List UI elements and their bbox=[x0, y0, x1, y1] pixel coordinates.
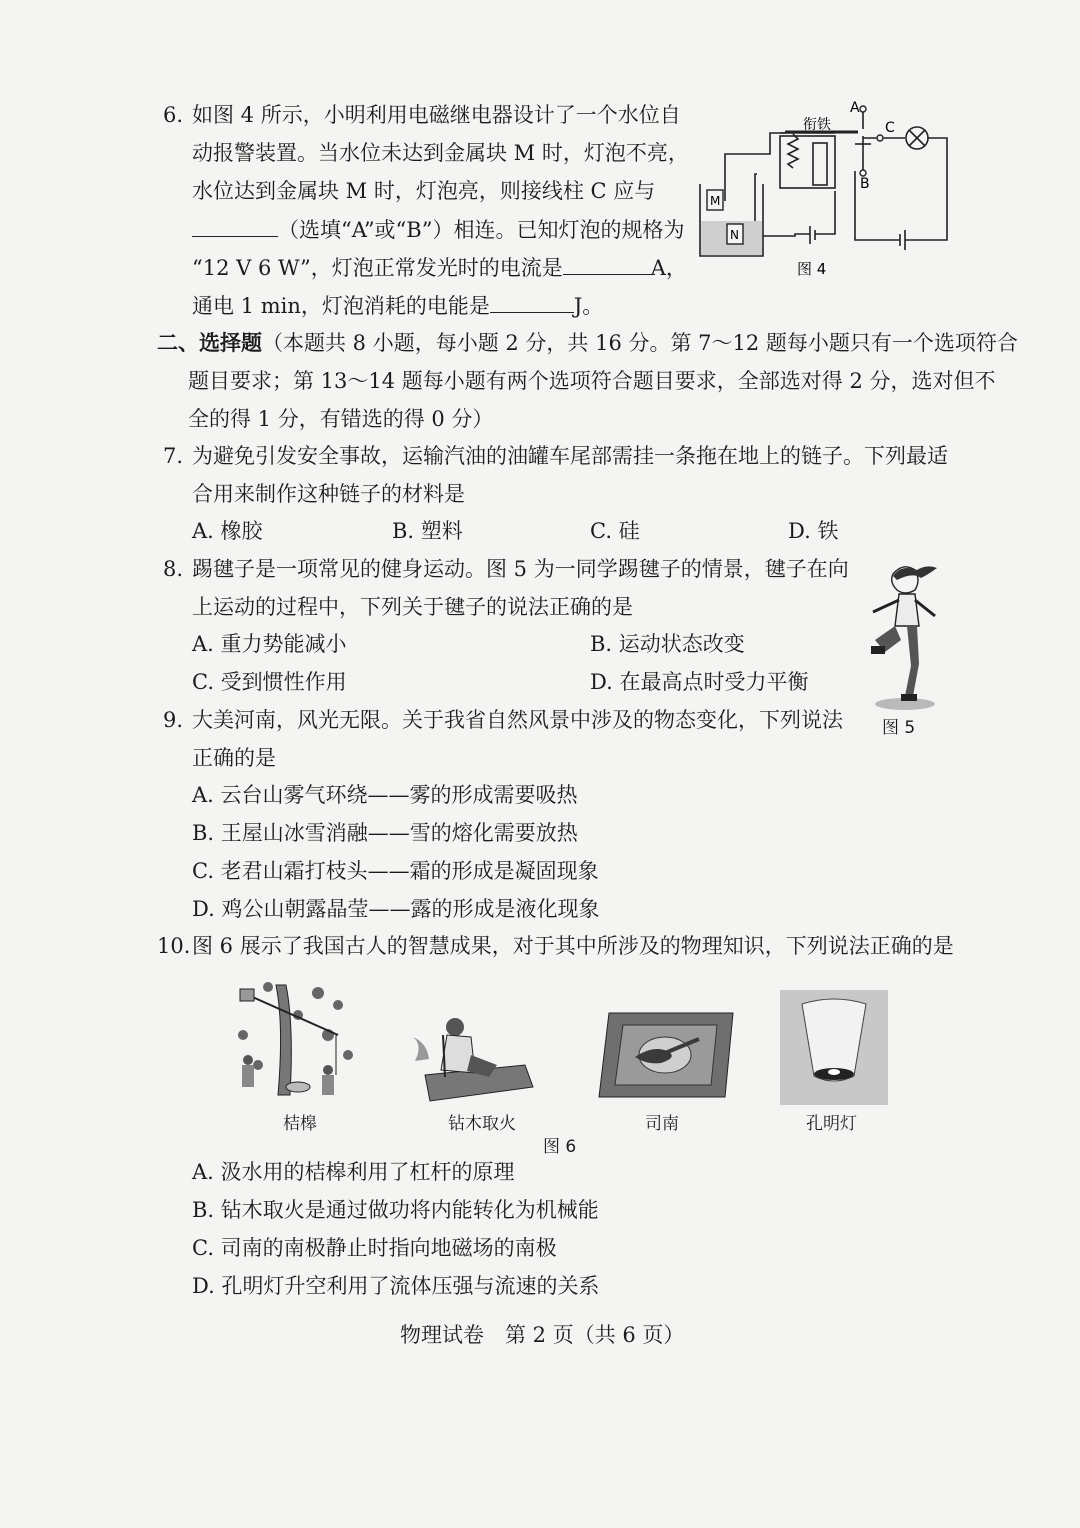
figure-6-label-well-sweep: 桔槔 bbox=[283, 1114, 317, 1134]
figure-6-label-fire-drill: 钻木取火 bbox=[448, 1114, 516, 1134]
q7-option-d[interactable]: D. 铁 bbox=[788, 519, 839, 543]
figure-6-caption: 图 6 bbox=[543, 1137, 577, 1157]
answer-blank[interactable] bbox=[490, 290, 574, 313]
label-c: C bbox=[885, 120, 895, 136]
figure-4-circuit bbox=[695, 96, 955, 286]
label-armature: 衔铁 bbox=[803, 117, 831, 133]
section-2-instructions-3: 全的得 1 分，有错选的得 0 分） bbox=[188, 407, 494, 431]
answer-blank[interactable] bbox=[192, 214, 278, 237]
q7-option-c[interactable]: C. 硅 bbox=[590, 519, 640, 543]
q7-number: 7. bbox=[163, 444, 184, 468]
q6-line-6-unit: J。 bbox=[573, 294, 604, 318]
q8-option-a[interactable]: A. 重力势能减小 bbox=[192, 632, 347, 656]
label-a: A bbox=[850, 100, 860, 116]
q9-option-a[interactable]: A. 云台山雾气环绕——雾的形成需要吸热 bbox=[192, 783, 578, 807]
q9-option-c[interactable]: C. 老君山霜打枝头——霜的形成是凝固现象 bbox=[192, 859, 599, 883]
q6-line-1: 如图 4 所示，小明利用电磁继电器设计了一个水位自 bbox=[192, 103, 681, 127]
q8-number: 8. bbox=[163, 557, 184, 581]
figure-6-label-sky-lantern: 孔明灯 bbox=[806, 1114, 857, 1134]
q9-line-2: 正确的是 bbox=[192, 746, 276, 770]
q8-line-2: 上运动的过程中，下列关于毽子的说法正确的是 bbox=[192, 595, 633, 619]
q9-option-d[interactable]: D. 鸡公山朝露晶莹——露的形成是液化现象 bbox=[192, 897, 600, 921]
kicking-girl-image bbox=[855, 556, 945, 716]
q6-line-5-text: “12 V 6 W”，灯泡正常发光时的电流是 bbox=[192, 256, 563, 280]
q10-option-b[interactable]: B. 钻木取火是通过做功将内能转化为机械能 bbox=[192, 1198, 599, 1222]
q8-option-d[interactable]: D. 在最高点时受力平衡 bbox=[590, 670, 809, 694]
label-b: B bbox=[860, 176, 870, 192]
q9-option-b[interactable]: B. 王屋山冰雪消融——雪的熔化需要放热 bbox=[192, 821, 578, 845]
q6-line-4 bbox=[192, 214, 684, 245]
answer-blank[interactable] bbox=[563, 252, 651, 275]
q10-option-d[interactable]: D. 孔明灯升空利用了流体压强与流速的关系 bbox=[192, 1274, 600, 1298]
q8-option-c[interactable]: C. 受到惯性作用 bbox=[192, 670, 347, 694]
q8-line-1: 踢毽子是一项常见的健身运动。图 5 为一同学踢毽子的情景，毽子在向 bbox=[192, 557, 849, 581]
q6-line-6 bbox=[192, 290, 603, 321]
q8-option-b[interactable]: B. 运动状态改变 bbox=[590, 632, 745, 656]
figure-6-well-sweep-image bbox=[228, 975, 363, 1105]
figure-5-illustration bbox=[855, 556, 945, 716]
q10-option-c[interactable]: C. 司南的南极静止时指向地磁场的南极 bbox=[192, 1236, 557, 1260]
figure-6-label-compass: 司南 bbox=[645, 1114, 679, 1134]
section-2-title: 二、选择题 bbox=[157, 330, 262, 355]
figure-6-sky-lantern-image bbox=[780, 990, 888, 1105]
q7-option-b[interactable]: B. 塑料 bbox=[392, 519, 463, 543]
figure-6-compass-image bbox=[595, 1005, 740, 1105]
figure-6-fire-drill-image bbox=[405, 1015, 535, 1107]
figure-4-caption: 图 4 bbox=[797, 260, 827, 278]
section-2-header bbox=[157, 328, 1018, 358]
q10-line-1: 图 6 展示了我国古人的智慧成果，对于其中所涉及的物理知识，下列说法正确的是 bbox=[192, 934, 954, 958]
q6-line-4-text: （选填“A”或“B”）相连。已知灯泡的规格为 bbox=[278, 218, 685, 242]
relay-circuit-diagram bbox=[695, 96, 955, 286]
q6-line-2: 动报警装置。当水位未达到金属块 M 时，灯泡不亮， bbox=[192, 141, 689, 165]
label-n: N bbox=[730, 228, 739, 242]
q10-option-a[interactable]: A. 汲水用的桔槔利用了杠杆的原理 bbox=[192, 1160, 515, 1184]
q10-number: 10. bbox=[157, 934, 191, 958]
q6-number: 6. bbox=[163, 103, 184, 127]
q6-line-5-unit: A， bbox=[650, 256, 687, 280]
label-m: M bbox=[710, 194, 721, 208]
q6-line-5 bbox=[192, 252, 687, 283]
section-2-instructions-2: 题目要求；第 13～14 题每小题有两个选项符合题目要求，全部选对得 2 分，选对但不 bbox=[188, 369, 996, 393]
q7-option-a[interactable]: A. 橡胶 bbox=[192, 519, 263, 543]
figure-5-caption: 图 5 bbox=[882, 718, 916, 738]
q6-line-3: 水位达到金属块 M 时，灯泡亮，则接线柱 C 应与 bbox=[192, 179, 656, 203]
q7-line-1: 为避免引发安全事故，运输汽油的油罐车尾部需挂一条拖在地上的链子。下列最适 bbox=[192, 444, 948, 468]
q6-line-6-text: 通电 1 min，灯泡消耗的电能是 bbox=[192, 294, 490, 318]
page-footer: 物理试卷 第 2 页（共 6 页） bbox=[400, 1323, 685, 1347]
q7-line-2: 合用来制作这种链子的材料是 bbox=[192, 482, 465, 506]
q9-line-1: 大美河南，风光无限。关于我省自然风景中涉及的物态变化，下列说法 bbox=[192, 708, 843, 732]
section-2-instructions-1: （本题共 8 小题，每小题 2 分，共 16 分。第 7～12 题每小题只有一个选项符合 bbox=[262, 331, 1018, 355]
q9-number: 9. bbox=[163, 708, 184, 732]
